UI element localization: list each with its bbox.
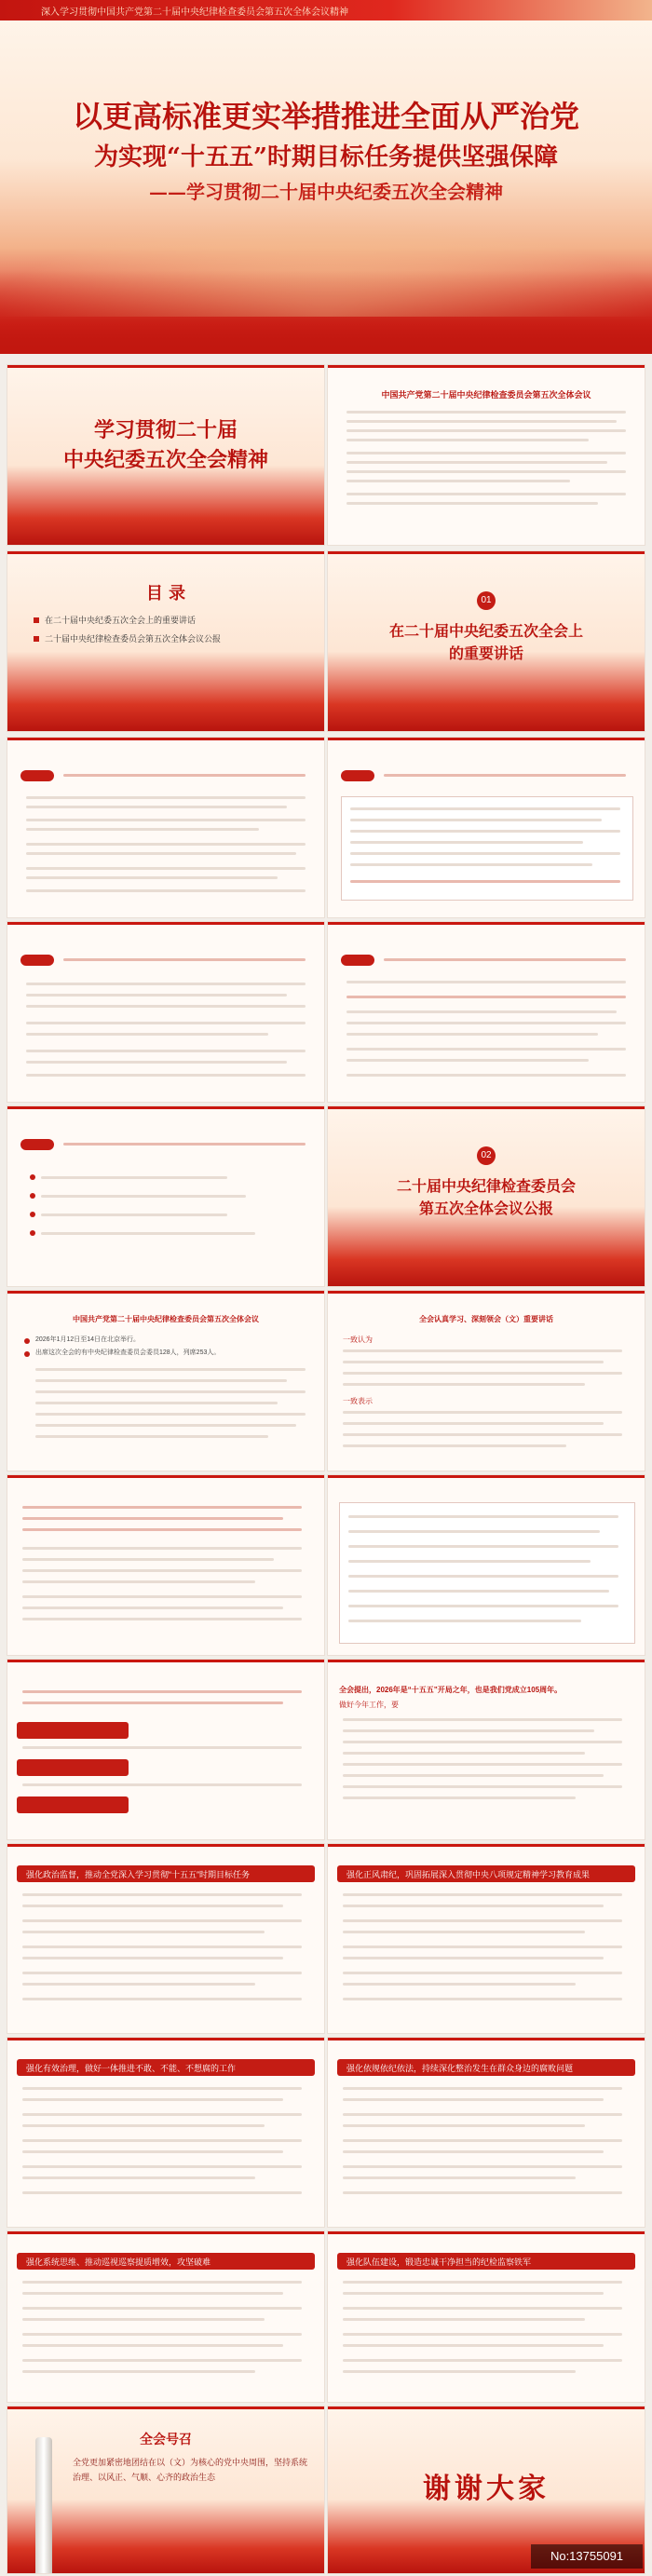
cover-title-2: 中央纪委五次全会精神: [62, 448, 268, 472]
slide-speech-1: [7, 738, 324, 917]
summary-sub-2: 一致表示: [343, 1397, 373, 1405]
label-bar: [17, 1722, 129, 1739]
bullet-icon: [30, 1230, 35, 1236]
task-bar: [17, 2253, 315, 2270]
slide-speech-2: [328, 738, 645, 917]
toc-item-1[interactable]: 在二十届中央纪委五次全会上的重要讲话: [45, 616, 197, 625]
task-bar: [337, 1865, 635, 1882]
column-pillar-icon: [35, 2437, 52, 2573]
red-wave: [0, 270, 652, 354]
slide-task-1: [7, 1844, 324, 2033]
hero-title-2: 为实现“十五五”时期目标任务提供坚强保障: [94, 143, 558, 171]
content-box: [339, 1502, 635, 1644]
task-bar: [17, 2059, 315, 2076]
task-bar-text: 强化依规依纪依法，持续深化整治发生在群众身边的腐败问题: [346, 2064, 574, 2073]
hero-title-1: 以更高标准更实举措推进全面从严治党: [72, 99, 579, 134]
toc-title: 目 录: [145, 584, 186, 603]
section2-title-2: 第五次全体会议公报: [418, 1200, 553, 1217]
conclusion-text: 全会提出，2026年是“十五五”开局之年，也是我们党成立105周年。: [339, 1686, 563, 1694]
task-bar: [337, 2059, 635, 2076]
slide-summary: [328, 1291, 645, 1471]
final-heading: 全会号召: [140, 2433, 192, 2447]
bullet-icon: [30, 1193, 35, 1199]
label-bar: [17, 1796, 129, 1813]
top-banner: [0, 0, 652, 20]
section2-title-1: 二十届中央纪律检查委员会: [396, 1177, 576, 1195]
cover-title-1: 学习贯彻二十届: [93, 418, 238, 442]
slide-call: [7, 2407, 324, 2573]
bullet-icon: [30, 1212, 35, 1217]
conclusion-sub: 做好今年工作，要: [339, 1701, 399, 1709]
slide-plenary-2: [328, 1475, 645, 1655]
summary-sub-1: 一致认为: [343, 1335, 373, 1344]
cover-right-heading: 中国共产党第二十届中央纪律检查委员会第五次全体会议: [381, 390, 591, 400]
section1-title-1: 在二十届中央纪委五次全会上: [388, 622, 583, 640]
task-bar-text: 强化队伍建设，锻造忠诚干净担当的纪检监察铁军: [346, 2257, 532, 2267]
label-tag: [20, 955, 54, 966]
task-bar-text: 强化系统思维、推动巡视巡察提质增效，攻坚破难: [26, 2257, 211, 2267]
toc-bullet-icon: [34, 617, 39, 623]
bullet-icon: [30, 1174, 35, 1180]
slide-section-1: [328, 551, 645, 731]
thanks-text: 谢谢大家: [423, 2473, 550, 2505]
section1-title-2: 的重要讲话: [448, 644, 523, 662]
hero-banner: [0, 0, 652, 354]
label-tag: [20, 1139, 54, 1150]
label-tag: [341, 770, 374, 781]
bullet-icon: [24, 1351, 30, 1357]
task-bar-text: 强化有效治理，做好一体推进不敢、不能、不想腐的工作: [26, 2064, 237, 2073]
bullet-icon: [24, 1338, 30, 1344]
content-box: [341, 796, 633, 901]
slide-speech-3: [7, 922, 324, 1102]
top-banner-text: 深入学习贯彻中国共产党第二十届中央纪律检查委员会第五次全体会议精神: [41, 7, 348, 18]
slide-conclusion: [328, 1660, 645, 1839]
toc-bullet-icon: [34, 636, 39, 642]
meeting-point-2: 出席这次全会的有中央纪律检查委员会委员128人，列席253人。: [35, 1349, 221, 1356]
task-bar-text: 强化正风肃纪，巩固拓展深入贯彻中央八项规定精神学习教育成果: [346, 1870, 591, 1879]
slide-task-2: [328, 1844, 645, 2033]
slide-task-5: [7, 2231, 324, 2402]
slide-section-2: [328, 1106, 645, 1286]
task-bar: [337, 2253, 635, 2270]
summary-heading: 全会认真学习、深刻领会（文）重要讲话: [419, 1315, 553, 1323]
slide-task-6: [328, 2231, 645, 2402]
section-number-badge: 01: [477, 591, 496, 610]
slide-speech-4: [328, 922, 645, 1102]
label-bar: [17, 1759, 129, 1776]
task-bar: [17, 1865, 315, 1882]
meeting-heading: 中国共产党第二十届中央纪律检查委员会第五次全体会议: [73, 1315, 259, 1323]
label-tag: [341, 955, 374, 966]
slide-cover-left: [7, 365, 324, 545]
label-tag: [20, 770, 54, 781]
watermark-badge: No:13755091: [531, 2544, 643, 2569]
slide-toc: [7, 551, 324, 731]
slide-cover-right: [328, 365, 645, 545]
slide-plenary-1: [7, 1475, 324, 1655]
slide-meeting: [7, 1291, 324, 1471]
final-text: 全党更加紧密地团结在以（文）为核心的党中央周围，坚持系统治理、以风正、气顺、心齐的政治生态: [73, 2459, 308, 2483]
section-number-badge: 02: [477, 1146, 496, 1165]
slide-plenary-3: [7, 1660, 324, 1839]
slide-task-3: [7, 2038, 324, 2227]
slide-speech-5: [7, 1106, 324, 1286]
hero-title-3: ——学习贯彻二十届中央纪委五次全会精神: [149, 181, 503, 203]
meeting-point-1: 2026年1月12日至14日在北京举行。: [35, 1336, 141, 1343]
slide-task-4: [328, 2038, 645, 2227]
task-bar-text: 强化政治监督，推动全党深入学习贯彻“十五五”时期目标任务: [26, 1870, 250, 1879]
toc-item-2[interactable]: 二十届中央纪律检查委员会第五次全体会议公报: [45, 634, 222, 644]
